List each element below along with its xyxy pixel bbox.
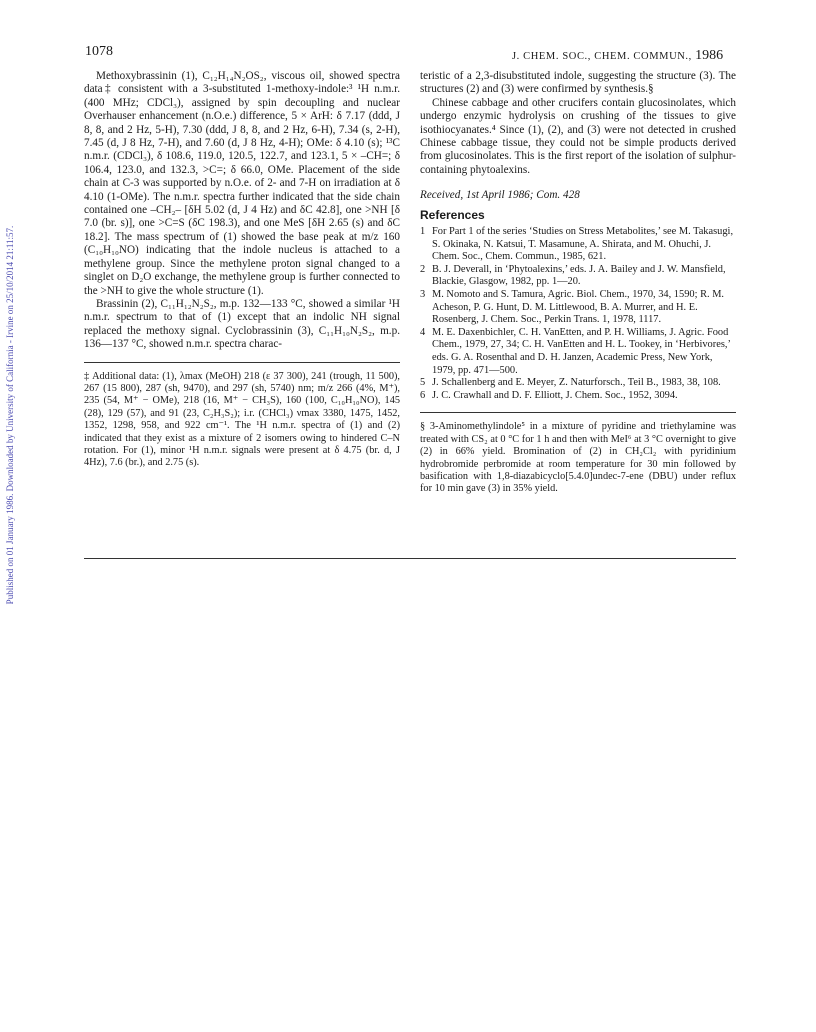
reference-text: M. E. Daxenbichler, C. H. VanEtten, and P. H. Williams, J. Agric. Food Chem., 1979, 27, 34; C. H. VanEtten and H. L. Tookey, in ‘Herbivores,’ eds. G. A. Rosenthal and D. H. Janzen, Academic Press, New York, 1979, pp. 471—500. bbox=[432, 326, 731, 376]
reference-number: 2 bbox=[420, 263, 426, 275]
reference-number: 3 bbox=[420, 289, 426, 301]
reference-item bbox=[420, 226, 736, 264]
reference-text: B. J. Deverall, in ‘Phytoalexins,’ eds. J. A. Bailey and J. W. Mansfield, Blackie, Glasgow, 1982, pp. 1—20. bbox=[432, 263, 726, 288]
body-paragraph: Methoxybrassinin (1), C₁₂H₁₄N₂OS₂, viscous oil, showed spectra data‡ consistent with a 3-substituted 1-methoxy-indole:³ ¹H n.m.r. (400 MHz; CDCl₃), assigned by spin decoupling and nuclear Overhauser enhancement (n.O.e.) difference, 5 × ArH: δ 7.17 (ddd, J 8, 8, and 2 Hz, 5-H), 7.30 (ddd, J 8, 8, and 2 Hz, 6-H), 7.34 (s, 2-H), 7.45 (d, J 8 Hz, 7-H), and 7.60 (d, J 8 Hz, 4-H); OMe: δ 4.10 (s); ¹³C n.m.r. (CDCl₃), δ 108.6, 119.0, 120.5, 122.7, and 123.1, 5 × –CH=; δ 106.4, 123.0, and 132.3, >C=; δ 66.0, OMe. Placement of the side chain at C-3 was supported by n.O.e. of 2- and 7-H on irradiation at δ 4.10 (1-OMe). The n.m.r. spectra further indicated that the side chain contained one –CH₂– [δH 5.02 (d, J 4 Hz) and δC 42.8], one >NH [δ 7.0 (br. s)], one >C=S (δC 198.3), and one MeS [δH 2.65 (s) and δC 18.2]. The mass spectrum of (1) showed the base peak at m/z 160 (C₁₀H₁₀NO) indicating that the indole nucleus is attached to a methylene group. Since the methylene proton signal changed to a singlet on D₂O exchange, the methylene group is further connected to the >NH to give the whole structure (1). bbox=[84, 70, 400, 297]
footnote-divider bbox=[420, 412, 736, 413]
page-number: 1078 bbox=[85, 44, 113, 59]
reference-number: 4 bbox=[420, 326, 426, 338]
received-date: Received, 1st April 1986; Com. 428 bbox=[420, 189, 580, 202]
page-bottom-rule bbox=[84, 558, 736, 559]
reference-item bbox=[420, 289, 736, 327]
reference-text: J. Schallenberg and E. Meyer, Z. Naturforsch., Teil B., 1983, 38, 108. bbox=[432, 377, 721, 389]
reference-item bbox=[420, 264, 736, 289]
footnote-divider bbox=[84, 362, 400, 363]
body-paragraph: Brassinin (2), C₁₁H₁₂N₂S₂, m.p. 132—133 °C, showed a similar ¹H n.m.r. spectrum to that of (1) except that an indolic NH signal replaced the methoxy signal. Cyclobrassinin (3), C₁₁H₁₀N₂S₂, m.p. 136—137 °C, showed n.m.r. spectra charac- bbox=[84, 297, 400, 351]
reference-list bbox=[420, 226, 736, 402]
reference-item bbox=[420, 327, 736, 377]
reference-number: 6 bbox=[420, 389, 426, 401]
reference-number: 1 bbox=[420, 226, 426, 238]
journal-name: J. CHEM. SOC., CHEM. COMMUN., bbox=[512, 51, 692, 62]
footnote: § 3-Aminomethylindole⁵ in a mixture of pyridine and triethylamine was treated with CS₂ at 0 °C for 1 h and then with MeI⁶ at 3 °C overnight to give (2) in 66% yield. Bromination of (2) in CH₂Cl₂ with pyridinium hydrobromide perbromide at room temperature for 30 min followed by basification with 1,8-diazabicyclo[5.4.0]undec-7-ene (DBU) under reflux for 10 min gave (3) in 35% yield. bbox=[420, 421, 736, 495]
download-watermark bbox=[2, 180, 18, 650]
journal-year: 1986 bbox=[695, 48, 724, 63]
right-column bbox=[420, 70, 736, 496]
body-paragraph: Chinese cabbage and other crucifers contain glucosinolates, which undergo enzymic hydrolysis on crushing of the tissues to give isothiocyanates.⁴ Since (1), (2), and (3) were not detected in crushed Chinese cabbage tissue, they could not be simple products derived from glucosinolates. This is the first report of the isolation of sulphur-containing phytoalexins. bbox=[420, 96, 736, 176]
left-column bbox=[84, 70, 400, 470]
footnote: ‡ Additional data: (1), λmax (MeOH) 218 (ε 37 300), 241 (trough, 11 500), 267 (15 800), 287 (sh, 9470), and 297 (sh, 5740) nm; m/z 266 (4%, M⁺), 235 (54, M⁺ − OMe), 218 (16, M⁺ − CH₃S), 160 (100, C₁₀H₁₀NO), 145 (28), 129 (57), and 91 (23, C₂H₃S₂); i.r. (CHCl₃) νmax 3380, 1475, 1452, 1352, 1298, 958, and 922 cm⁻¹. The ¹H n.m.r. spectra of (1) and (2) indicated that they exist as a mixture of 2 isomers owing to hindered C–N rotation. For (1), minor ¹H n.m.r. signals were present at δ 4.75 (br. d, J 4Hz), 7.6 (br.), and 2.75 (s). bbox=[84, 370, 400, 469]
body-paragraph: teristic of a 2,3-disubstituted indole, suggesting the structure (3). The structures (2) and (3) were confirmed by synthesis.§ bbox=[420, 70, 736, 96]
reference-number: 5 bbox=[420, 377, 426, 389]
journal-header bbox=[512, 48, 723, 64]
reference-item bbox=[420, 390, 736, 403]
download-watermark-text: Published on 01 January 1986. Downloaded by University of California - Irvine on 25/10/2014 21:11:57. bbox=[5, 225, 15, 605]
reference-item bbox=[420, 377, 736, 390]
references-heading: References bbox=[420, 207, 485, 222]
reference-text: J. C. Crawhall and D. F. Elliott, J. Chem. Soc., 1952, 3094. bbox=[432, 389, 678, 401]
reference-text: For Part 1 of the series ‘Studies on Stress Metabolites,’ see M. Takasugi, S. Okinaka, N. Katsui, T. Masamune, A. Shirata, and M. Ohuchi, J. Chem. Soc., Chem. Commun., 1985, 621. bbox=[432, 226, 734, 263]
reference-text: M. Nomoto and S. Tamura, Agric. Biol. Chem., 1970, 34, 1590; R. M. Acheson, P. G. Hunt, D. M. Littlewood, B. A. Murrer, and H. E. Rosenberg, J. Chem. Soc., Perkin Trans. 1, 1978, 1117. bbox=[432, 289, 725, 326]
